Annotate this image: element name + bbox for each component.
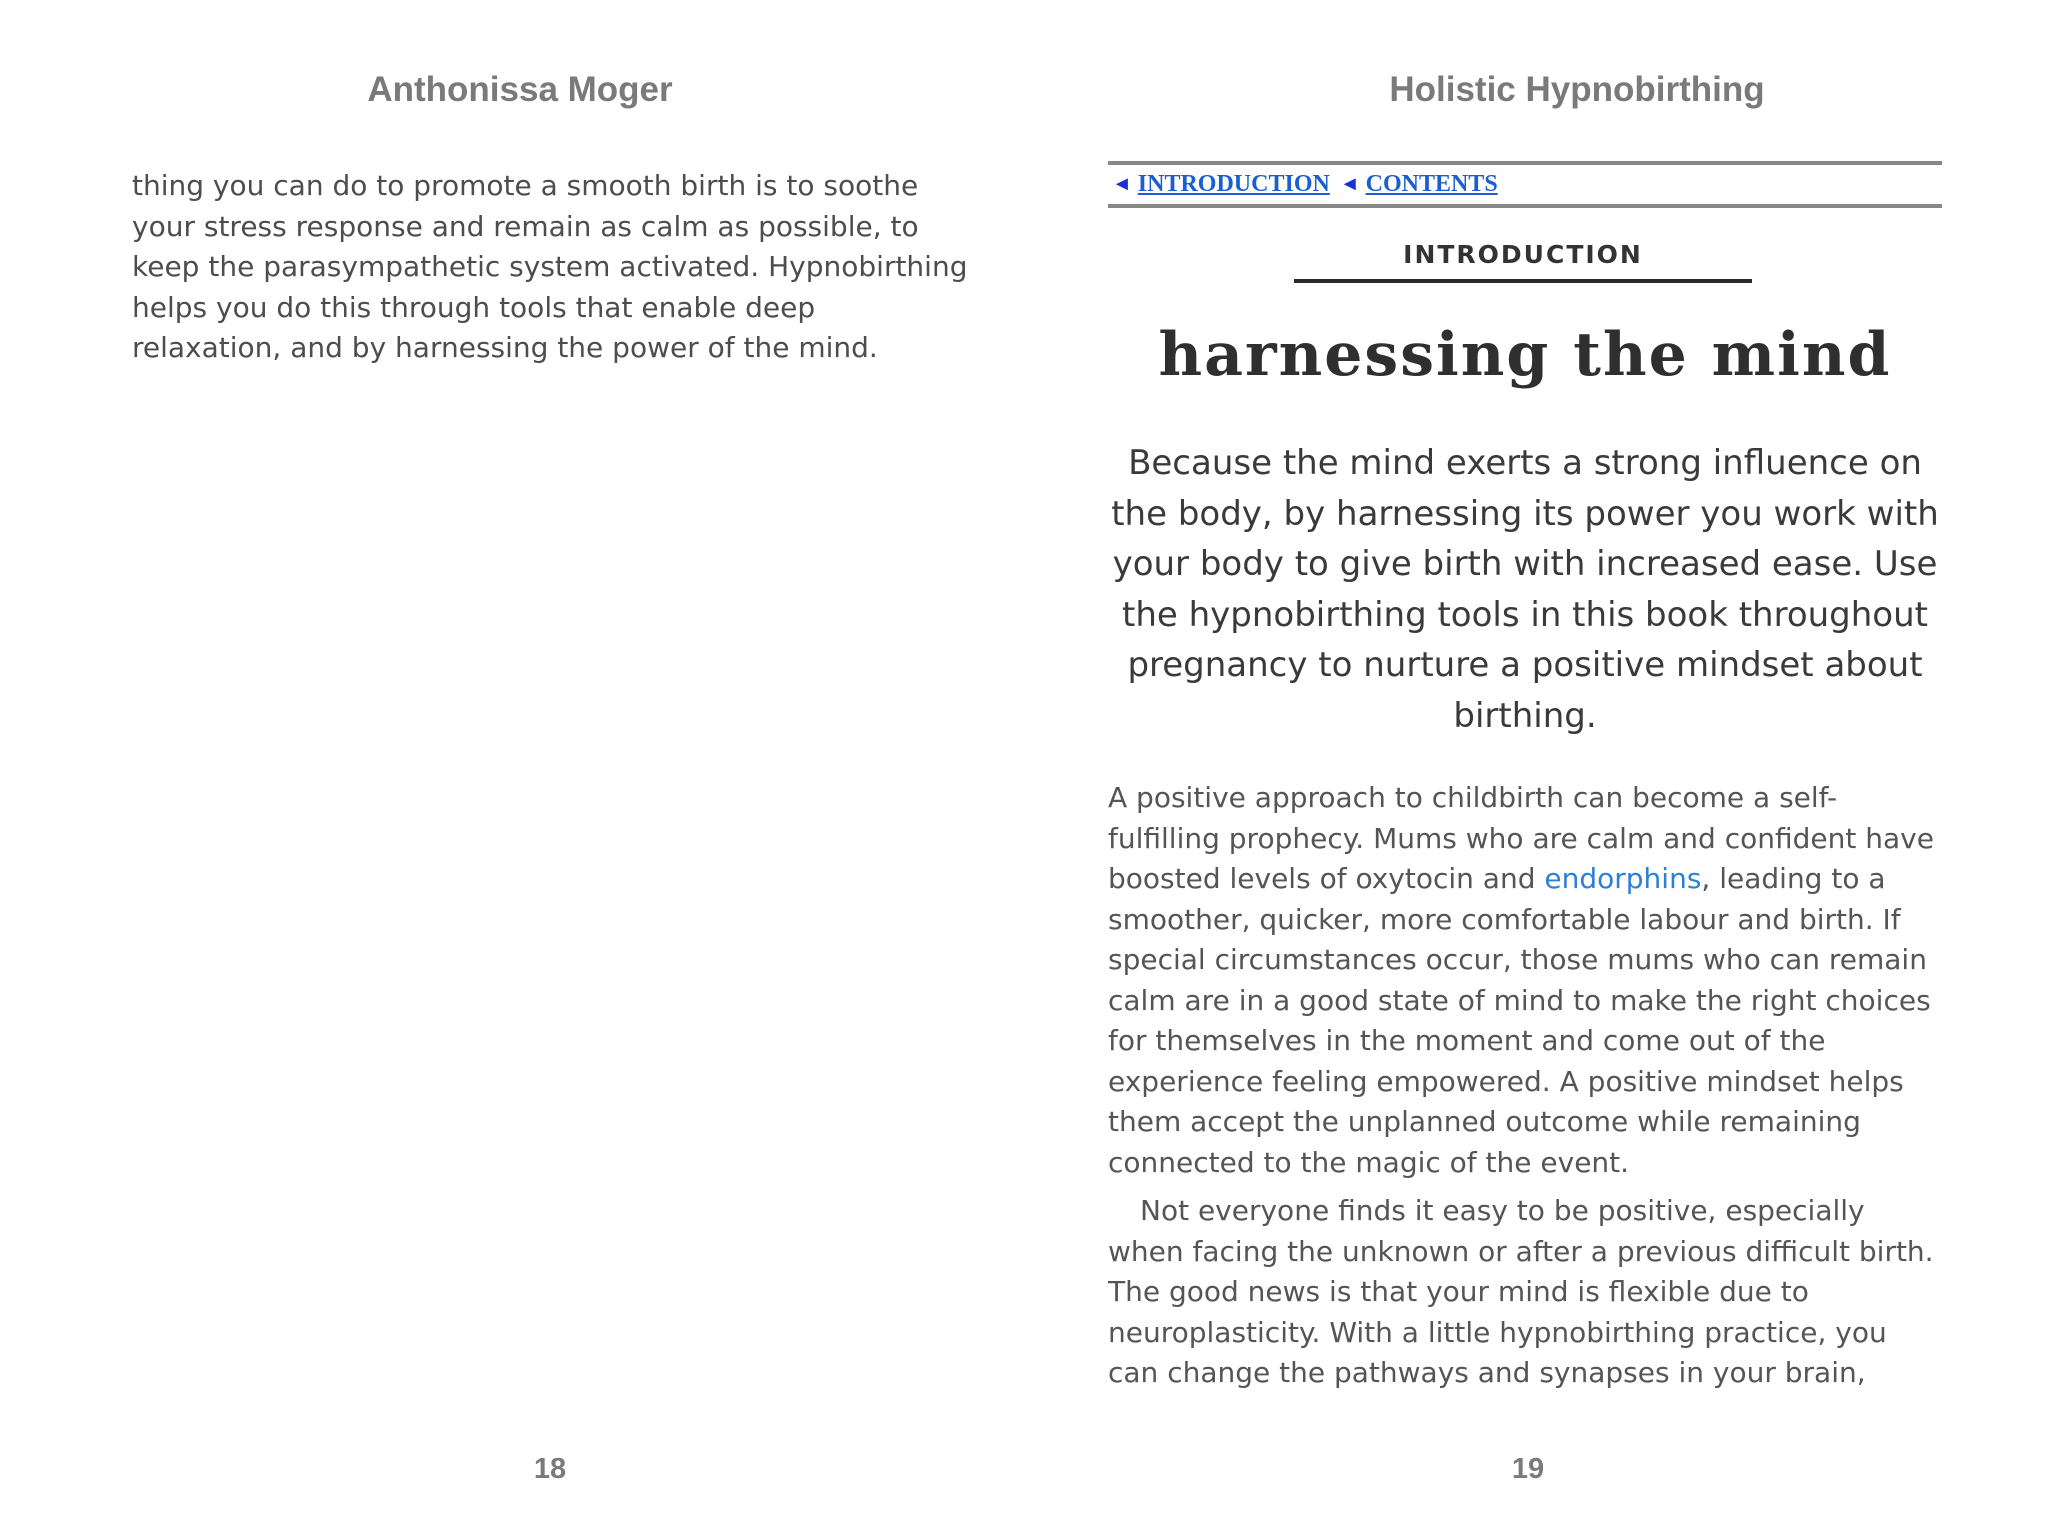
introduction-link[interactable]: INTRODUCTION: [1137, 171, 1330, 197]
chapter-nav-bar: [1108, 161, 1942, 208]
paragraph-text: , leading to a smoother, quicker, more comfortable labour and birth. If special circumstances occur, those mums who can remain calm are in a good state of mind to make the right choices for themselves in the moment and come out of the experience feeling empowered. A positive mindset helps them accept the unplanned outcome while remaining connected to the magic of the event.: [1108, 862, 1931, 1179]
chapter-label: INTRODUCTION: [1403, 240, 1643, 269]
page-number: 19: [1511, 1453, 1545, 1485]
paragraph-text: A positive approach to childbirth can become a self-fulfilling prophecy. Mums who are calm and confident have boosted levels of oxytocin and: [1108, 781, 1934, 895]
intro-lead-paragraph: Because the mind exerts a strong influence on the body, by harnessing its power you work with your body to give birth with increased ease. Use the hypnobirthing tools in this book throughout pregnancy to nurture a positive mindset about birthing.: [1111, 443, 1939, 736]
endorphins-link[interactable]: endorphins: [1544, 862, 1702, 895]
chapter-title: harnessing the mind: [1158, 320, 1892, 390]
running-head-author: Anthonissa Moger: [367, 70, 673, 109]
body-paragraph: Not everyone finds it easy to be positive, especially when facing the unknown or after a previous difficult birth. The good news is that your mind is flexible due to neuroplasticity. With a little hypnobirthing practice, you can change the pathways and synapses in your brain,: [1108, 1194, 1934, 1389]
body-text: thing you can do to promote a smooth birth is to soothe your stress response and remain as calm as possible, to keep the parasympathetic system activated. Hypnobirthing helps you do this through tools that enable deep relaxation, and by harnessing the power of the mind.: [132, 169, 968, 364]
page-number: 18: [533, 1453, 567, 1485]
running-head-title: Holistic Hypnobirthing: [1389, 70, 1765, 109]
back-arrow-icon: ◄: [1112, 173, 1132, 195]
back-arrow-icon: ◄: [1339, 173, 1360, 195]
contents-link[interactable]: CONTENTS: [1365, 171, 1498, 197]
chapter-divider: [1294, 279, 1752, 283]
body-paragraph: [1108, 778, 1942, 1183]
right-page: [1024, 0, 2048, 1536]
